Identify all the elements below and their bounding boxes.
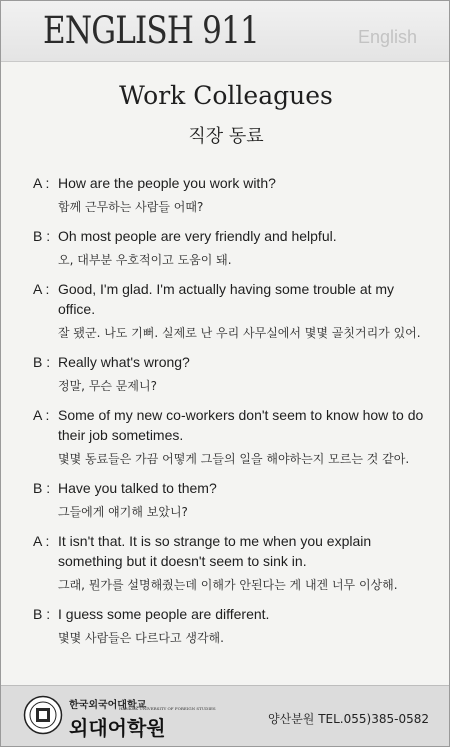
korean-translation: 몇몇 사람들은 다르다고 생각해. bbox=[58, 631, 224, 645]
korean-translation: 오, 대부분 우호적이고 도움이 돼. bbox=[58, 253, 232, 267]
brand-logo-text: ENGLISH 911 bbox=[43, 9, 259, 52]
dialog-line bbox=[33, 478, 433, 522]
speaker-label: B : bbox=[33, 480, 51, 496]
speaker-label: B : bbox=[33, 606, 51, 622]
speaker-label: A : bbox=[33, 407, 50, 423]
lesson-subtitle: 직장 동료 bbox=[188, 126, 264, 147]
english-line: It isn't that. It is so strange to me when you explain something but it doesn't seem to sink in. bbox=[58, 533, 372, 569]
speaker-label: B : bbox=[33, 354, 51, 370]
korean-translation: 잘 됐군. 나도 기뻐. 실제로 난 우리 사무실에서 몇몇 골칫거리가 있어. bbox=[58, 326, 421, 340]
speaker-label: A : bbox=[33, 533, 50, 549]
dialog-line bbox=[33, 279, 433, 343]
english-line: I guess some people are different. bbox=[58, 606, 270, 622]
korean-translation: 몇몇 동료들은 가끔 어떻게 그들의 일을 해야하는지 모르는 것 같아. bbox=[58, 452, 410, 466]
english-line: Have you talked to them? bbox=[58, 480, 217, 496]
dialog bbox=[33, 173, 433, 657]
english-line: Oh most people are very friendly and helpful. bbox=[58, 228, 337, 244]
university-english-name: HANKUK UNIVERSITY OF FOREIGN STUDIES bbox=[119, 706, 216, 711]
dialog-line bbox=[33, 604, 433, 648]
english-line: Some of my new co-workers don't seem to know how to do their job sometimes. bbox=[58, 407, 424, 443]
category-tag: English bbox=[357, 27, 417, 47]
korean-translation: 함께 근무하는 사람들 어때? bbox=[58, 200, 204, 214]
lesson-title: Work Colleagues bbox=[119, 81, 333, 110]
speaker-label: A : bbox=[33, 175, 50, 191]
university-name: 한국외국어대학교 bbox=[69, 700, 147, 711]
dialog-line bbox=[33, 531, 433, 595]
footer-banner bbox=[1, 685, 449, 746]
korean-translation: 정말, 무슨 문제니? bbox=[58, 379, 157, 393]
english-line: Good, I'm glad. I'm actually having some trouble at my office. bbox=[58, 281, 395, 317]
university-seal-icon bbox=[23, 695, 63, 735]
dialog-line bbox=[33, 173, 433, 217]
school-name: 외대어학원 bbox=[69, 716, 166, 740]
english-line: How are the people you work with? bbox=[58, 175, 276, 191]
dialog-line bbox=[33, 352, 433, 396]
header-banner bbox=[1, 1, 449, 62]
english-line: Really what's wrong? bbox=[58, 354, 190, 370]
korean-translation: 그들에게 얘기해 보았니? bbox=[58, 505, 188, 519]
dialog-line bbox=[33, 405, 433, 469]
korean-translation: 그래, 뭔가를 설명해줬는데 이해가 안된다는 게 내겐 너무 이상해. bbox=[58, 578, 398, 592]
speaker-label: B : bbox=[33, 228, 51, 244]
speaker-label: A : bbox=[33, 281, 50, 297]
dialog-line bbox=[33, 226, 433, 270]
branch-contact: 양산분원 TEL.055)385-0582 bbox=[268, 712, 429, 726]
